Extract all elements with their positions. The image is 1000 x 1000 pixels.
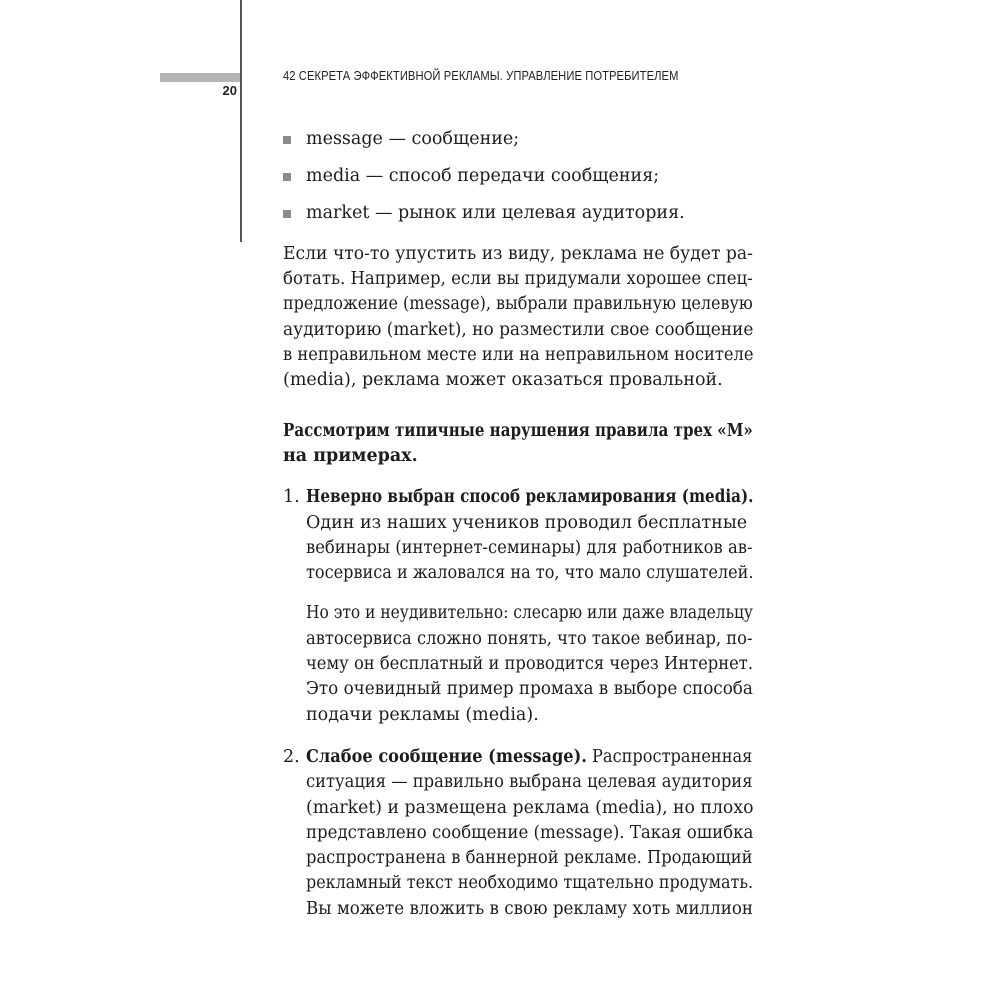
page-number: 20: [222, 83, 237, 98]
margin-rule: [240, 0, 242, 242]
page-number-bar: [160, 73, 240, 82]
text-line: вебинары (интернет-семинары) для работников ав-: [306, 537, 753, 558]
item-followup-paragraph: [306, 601, 753, 727]
heading-line: Рассмотрим типичные нарушения правила трех «М»: [283, 420, 753, 441]
heading-line: на примерах.: [283, 445, 418, 466]
text-line: Один из наших учеников проводил бесплатные: [306, 512, 748, 533]
numbered-item-2: [283, 745, 753, 922]
numbered-item-1: [283, 485, 753, 728]
square-bullet-icon: [283, 173, 291, 181]
text-line: распространена в баннерной рекламе. Продающий: [306, 848, 753, 869]
page-body: [283, 127, 753, 922]
item-title: Неверно выбран способ рекламирования (media).: [306, 487, 754, 508]
text-line: Если что-то упустить из виду, реклама не будет ра-: [283, 243, 753, 264]
text-line: аудиторию (market), но разместили свое сообщение: [283, 319, 754, 340]
intro-paragraph: [283, 242, 753, 394]
item-title: Слабое сообщение (message).: [306, 746, 587, 767]
bullet-item: [283, 201, 753, 226]
item-number: 2.: [283, 746, 300, 767]
bullet-text: message — сообщение;: [306, 129, 520, 149]
running-head: 42 СЕКРЕТА ЭФФЕКТИВНОЙ РЕКЛАМЫ. УПРАВЛЕНИЕ ПОТРЕБИТЕЛЕМ: [283, 68, 679, 83]
section-heading: [283, 419, 753, 470]
text-line: предложение (message), выбрали правильную целевую: [283, 294, 753, 315]
text-line: подачи рекламы (media).: [306, 704, 539, 725]
bullet-item: [283, 164, 753, 189]
text-line: рекламный текст необходимо тщательно продумать.: [306, 873, 754, 894]
text-line: ботать. Например, если вы придумали хорошее спец-: [283, 269, 753, 290]
item-number: 1.: [283, 487, 300, 508]
text-line: ситуация — правильно выбрана целевая аудитория: [306, 772, 753, 793]
bullet-text: media — способ передачи сообщения;: [306, 165, 660, 186]
square-bullet-icon: [283, 136, 291, 144]
text-line: представлено сообщение (message). Такая ошибка: [306, 822, 754, 843]
item-title-line: [306, 485, 754, 510]
text-line: Вы можете вложить в свою рекламу хоть миллион: [306, 898, 754, 919]
bullet-list: [283, 127, 753, 226]
item-title-continuation: Распространенная: [586, 746, 753, 767]
square-bullet-icon: [283, 210, 291, 218]
item-title-line: [306, 745, 753, 770]
text-line: чему он бесплатный и проводится через Интернет.: [306, 654, 754, 675]
text-line: Но это и неудивительно: слесарю или даже владельцу: [306, 603, 754, 624]
bullet-text: market — рынок или целевая аудитория.: [306, 202, 685, 223]
text-line: автосервиса сложно понять, что такое вебинар, по-: [306, 628, 753, 649]
text-line: тосервиса и жаловался на то, что мало слушателей.: [306, 563, 754, 584]
text-line: (market) и размещена реклама (media), но плохо: [306, 797, 754, 818]
bullet-item: [283, 127, 753, 152]
text-line: Это очевидный пример промаха в выборе способа: [306, 679, 753, 700]
text-line: (media), реклама может оказаться провальной.: [283, 370, 723, 391]
text-line: в неправильном месте или на неправильном носителе: [283, 345, 754, 366]
